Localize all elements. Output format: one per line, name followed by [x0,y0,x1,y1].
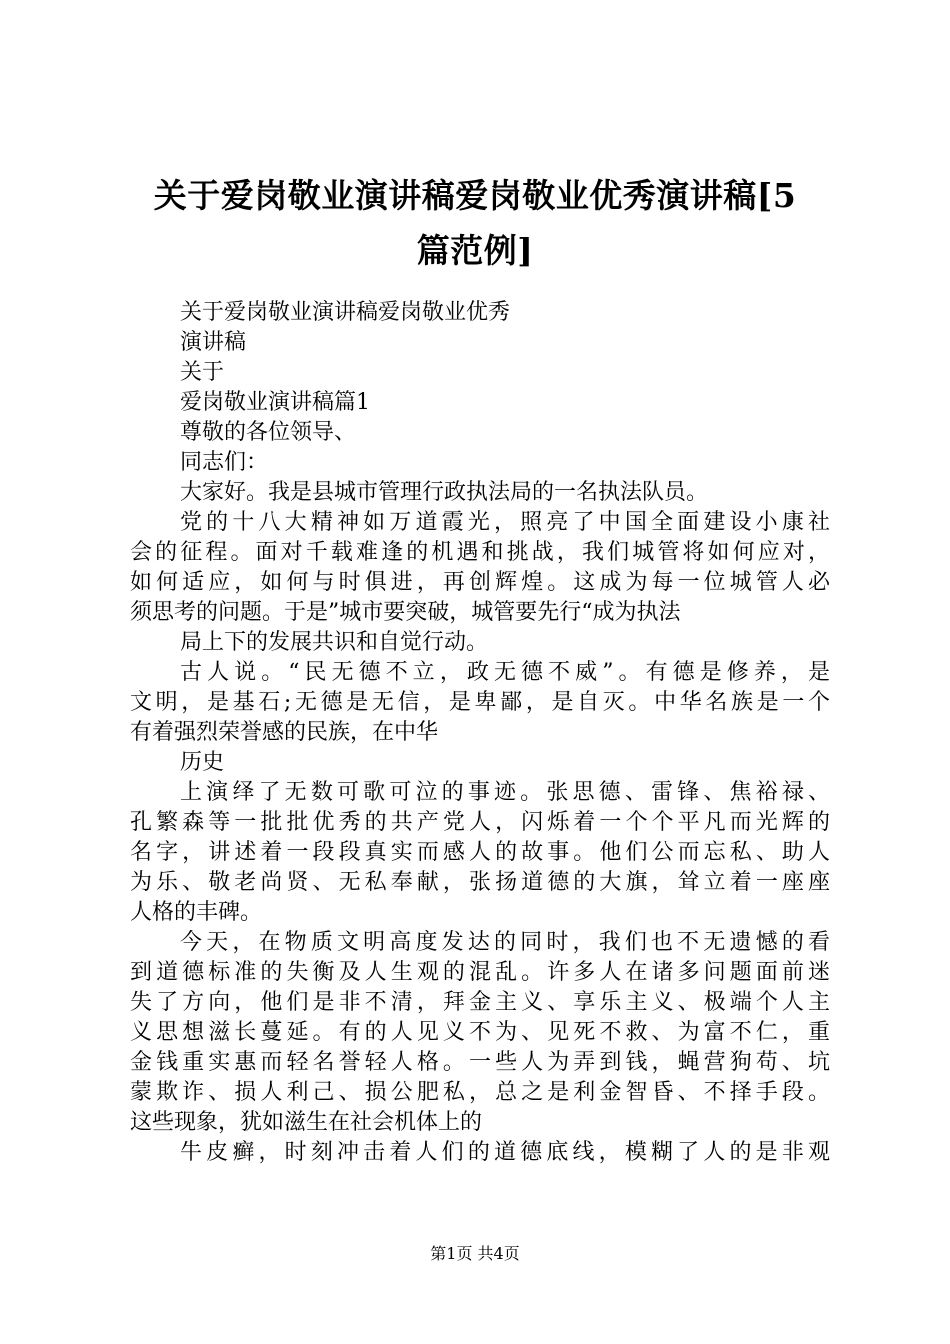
text-line: 牛皮癣，时刻冲击着人们的道德底线，模糊了人的是非观 [180,1140,830,1165]
text-line: 关于爱岗敬业演讲稿爱岗敬业优秀 [180,300,511,325]
text-line: 金钱重实惠而轻名誉轻人格。一些人为弄到钱，蝇营狗苟、坑 [130,1050,830,1075]
document-body [130,298,830,1168]
text-line: 文明，是基石;无德是无信，是卑鄙，是自灭。中华名族是一个 [130,690,830,715]
text-line: 人格的丰碑。 [130,900,263,925]
text-line: 名字，讲述着一段段真实而感人的故事。他们公而忘私、助人 [130,840,830,865]
text-line: 局上下的发展共识和自觉行动。 [180,630,489,655]
text-line: 关于 [180,360,225,385]
text-line: 党的十八大精神如万道霞光，照亮了中国全面建设小康社 [180,510,830,535]
title-line-1: 关于爱岗敬业演讲稿爱岗敬业优秀演讲稿[5 [153,176,797,215]
text-line: 蒙欺诈、损人利己、损公肥私，总之是利金智昏、不择手段。 [130,1080,830,1105]
text-line: 如何适应，如何与时俱进，再创辉煌。这成为每一位城管人必 [130,570,830,595]
text-line: 孔繁森等一批批优秀的共产党人，闪烁着一个个平凡而光辉的 [130,810,830,835]
text-line: 有着强烈荣誉感的民族，在中华 [130,720,439,745]
text-line: 为乐、敬老尚贤、无私奉献，张扬道德的大旗，耸立着一座座 [130,870,830,895]
text-line: 会的征程。面对千载难逢的机遇和挑战，我们城管将如何应对， [130,540,830,565]
page-footer: 第1页 共4页 [430,1244,520,1263]
title-line-2: 篇范例] [416,231,534,270]
text-line: 古人说。“民无德不立，政无德不威”。有德是修养，是 [180,660,830,685]
text-line: 须思考的问题。于是”城市要突破，城管要先行“成为执法 [130,600,681,625]
text-line: 失了方向，他们是非不清，拜金主义、享乐主义、极端个人主 [130,990,830,1015]
text-line: 同志们： [180,450,269,475]
text-line: 大家好。我是县城市管理行政执法局的一名执法队员。 [180,480,709,505]
text-line: 义思想滋长蔓延。有的人见义不为、见死不救、为富不仁，重 [130,1020,830,1045]
text-line: 今天，在物质文明高度发达的同时，我们也不无遗憾的看 [180,930,830,955]
text-line: 爱岗敬业演讲稿篇1 [180,390,370,415]
text-line: 上演绎了无数可歌可泣的事迹。张思德、雷锋、焦裕禄、 [180,780,830,805]
text-line: 这些现象，犹如滋生在社会机体上的 [130,1110,483,1135]
text-line: 尊敬的各位领导、 [180,420,357,445]
text-line: 到道德标准的失衡及人生观的混乱。许多人在诸多问题面前迷 [130,960,830,985]
text-line: 历史 [180,750,225,775]
text-line: 演讲稿 [180,330,247,355]
document-title [100,168,850,278]
